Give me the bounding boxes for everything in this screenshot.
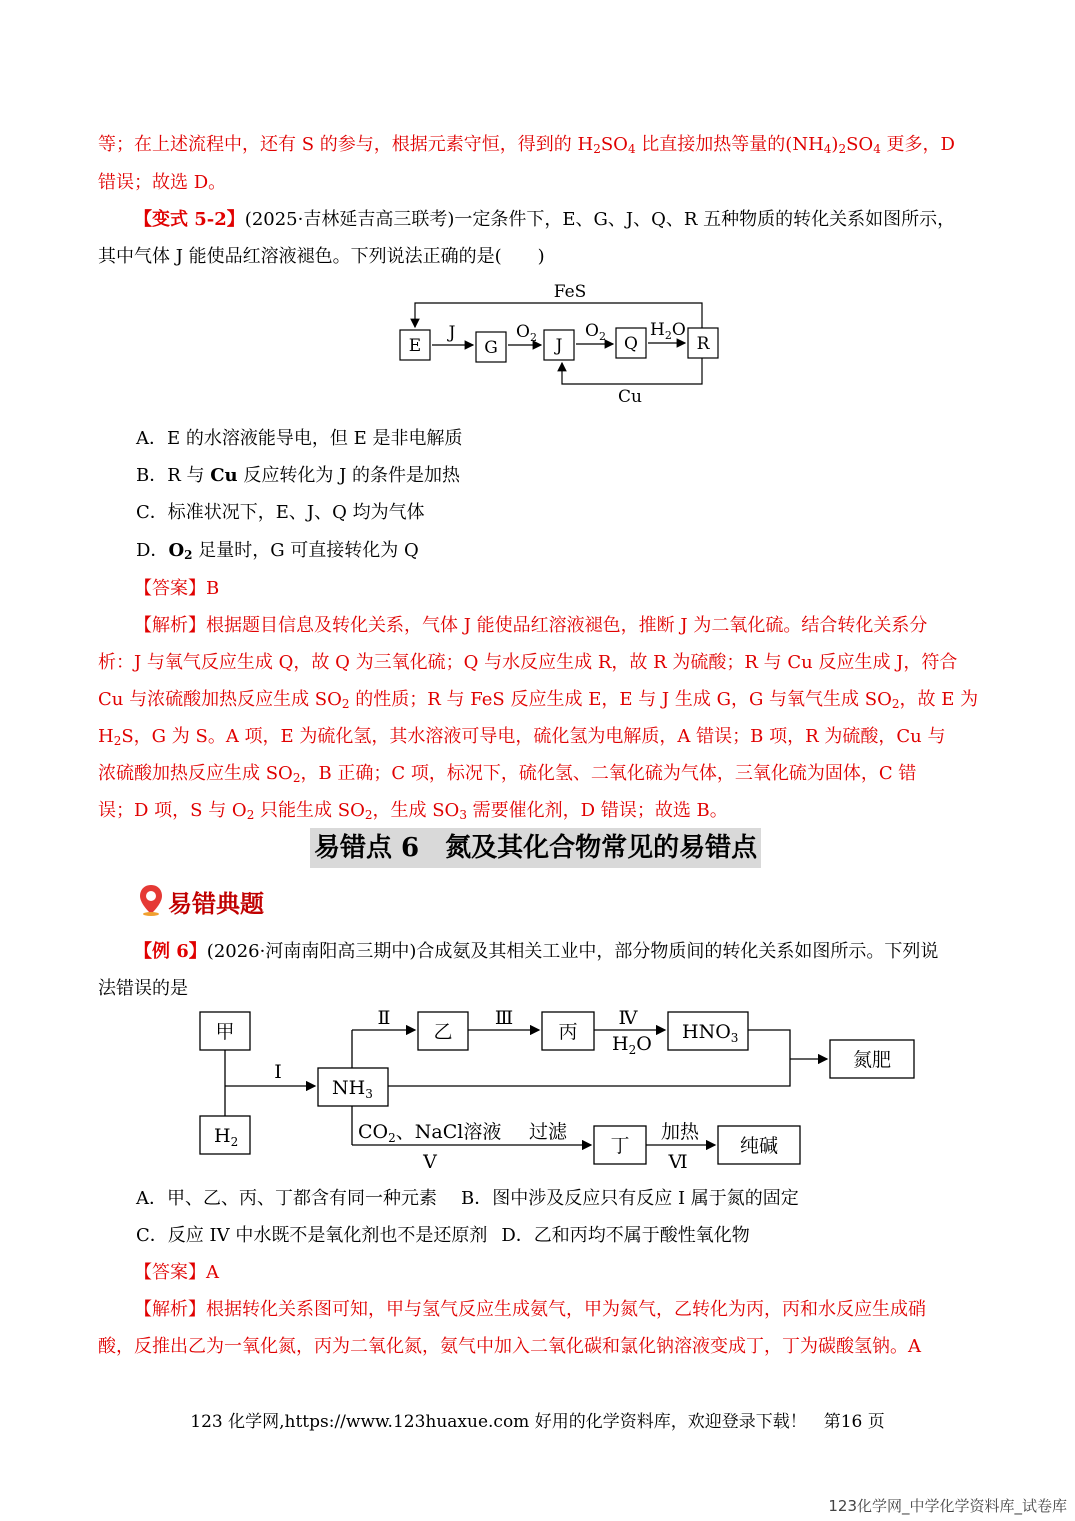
option-b: B．图中涉及反应只有反应 I 属于氮的固定 — [461, 1188, 799, 1209]
location-pin-icon — [138, 884, 164, 916]
analysis-line: 浓硫酸加热反应生成 $SO_2$，B 正确；C 项，标况下，硫化氢、二氧化硫为气体，三氧化硫为固体，C 错 — [98, 763, 917, 785]
text-line: 等；在上述流程中，还有 S 的参与，根据元素守恒，得到的 $H_2SO_4$ 比直接加热等量的$(NH_4)_2SO_4$ 更多，D — [98, 134, 955, 156]
svg-text:H2: $H_2$ — [214, 1125, 239, 1149]
option-c: C．反应 IV 中水既不是氧化剂也不是还原剂 — [136, 1225, 488, 1246]
question-line: 法错误的是 — [98, 978, 188, 999]
analysis-line: 析：J 与氧气反应生成 Q，故 Q 为三氧化硫；Q 与水反应生成 R，故 R 为硫酸；R 与 Cu 反应生成 J，符合 — [98, 652, 958, 673]
svg-text:乙: 乙 — [433, 1021, 453, 1043]
svg-text:氮肥: 氮肥 — [852, 1049, 892, 1071]
question-line: 【变式 5-2】(2025·吉林延吉高三联考)一定条件下，E、G、J、Q、R 五种物质的转化关系如图所示， — [134, 209, 956, 230]
diagram-sulfur-conversion — [380, 278, 740, 408]
svg-text:I: I — [274, 1061, 282, 1083]
arrow-label-h2o: $H_2O$ — [650, 320, 686, 342]
question-line: 【例 6】(2026·河南南阳高三期中)合成氨及其相关工业中，部分物质间的转化关系如图所示。下列说 — [134, 941, 939, 962]
arrow-label-cu: Cu — [618, 387, 642, 407]
arrow-label-o2-b: $O_2$ — [585, 321, 606, 343]
svg-text:Ⅳ: Ⅳ — [618, 1007, 638, 1029]
arrow-label-j: J — [448, 323, 456, 343]
analysis-line: 酸，反推出乙为一氧化氮，丙为二氧化氮，氨气中加入二氧化碳和氯化钠溶液变成丁，丁为碳酸氢钠。A — [98, 1336, 921, 1357]
arrow-r-j-cu — [562, 358, 702, 384]
question-tag: 【例 6】 — [134, 941, 207, 962]
answer: 【答案】A — [134, 1262, 219, 1283]
option-c: C．标准状况下，E、J、Q 均为气体 — [136, 502, 425, 523]
subsection-title: 易错典题 — [168, 890, 264, 918]
option-row — [136, 1184, 799, 1210]
option-b: B．R 与 Cu 反应转化为 J 的条件是加热 — [136, 465, 461, 486]
svg-text:Ⅲ: Ⅲ — [494, 1007, 514, 1029]
label-r: R — [696, 334, 710, 354]
label-q: Q — [624, 334, 638, 354]
question-line: 其中气体 J 能使品红溶液褪色。下列说法正确的是( ) — [98, 246, 545, 267]
analysis-line: 【解析】根据题目信息及转化关系，气体 J 能使品红溶液褪色，推断 J 为二氧化硫。结合转化关系分 — [134, 615, 928, 636]
svg-text:H2O: $H_2O$ — [612, 1033, 652, 1057]
label-j: J — [555, 336, 563, 356]
analysis-line: $H_2S$，G 为 S。A 项，E 为硫化氢，其水溶液可导电，硫化氢为电解质，A 错误；B 项，R 为硫酸，Cu 与 — [98, 726, 946, 748]
svg-text:丙: 丙 — [558, 1021, 578, 1043]
option-row — [136, 1221, 750, 1247]
arrow-label-fes: FeS — [553, 282, 587, 302]
svg-text:CO2、NaCl溶液: $CO_2$、NaCl溶液 — [358, 1121, 502, 1145]
svg-text:Ⅵ: Ⅵ — [668, 1151, 688, 1173]
analysis-line: Cu 与浓硫酸加热反应生成 $SO_2$ 的性质；R 与 FeS 反应生成 E，E 与 J 生成 G，G 与氧气生成 $SO_2$，故 E 为 — [98, 689, 979, 711]
analysis-line: 误；D 项，S 与 $O_2$ 只能生成 $SO_2$，生成 $SO_3$ 需要催化剂，D 错误；故选 B。 — [98, 800, 728, 822]
option-a: A．甲、乙、丙、丁都含有同一种元素 — [136, 1188, 437, 1209]
svg-text:纯碱: 纯碱 — [739, 1135, 779, 1157]
answer: 【答案】B — [134, 578, 220, 599]
option-a: A．E 的水溶液能导电，但 E 是非电解质 — [136, 428, 463, 449]
option-d: D．$O_2$ 足量时，G 可直接转化为 Q — [136, 540, 419, 562]
svg-text:过滤: 过滤 — [528, 1121, 568, 1143]
label-g: G — [484, 338, 498, 358]
label-e: E — [408, 336, 422, 356]
watermark: 123化学网_中学化学资料库_试卷库 — [828, 1497, 1067, 1515]
section-heading: 易错点 6 氮及其化合物常见的易错点 — [310, 828, 761, 868]
option-d: D．乙和丙均不属于酸性氧化物 — [501, 1225, 750, 1246]
diagram-nitrogen-conversion — [190, 1004, 930, 1176]
page-footer: 123 化学网,https://www.123huaxue.com 好用的化学资料库，欢迎登录下载！ 第16 页 — [190, 1412, 885, 1432]
svg-text:NH3: $NH_3$ — [332, 1077, 373, 1101]
question-tag: 【变式 5-2】 — [134, 209, 245, 230]
svg-text:丁: 丁 — [610, 1135, 630, 1157]
svg-text:V: V — [423, 1151, 437, 1173]
svg-text:HNO3: $HNO_3$ — [682, 1021, 739, 1045]
arrow-label-o2-a: $O_2$ — [516, 322, 537, 344]
text-line: 错误；故选 D。 — [98, 172, 227, 193]
analysis-line: 【解析】根据转化关系图可知，甲与氢气反应生成氨气，甲为氮气，乙转化为丙，丙和水反应生成硝 — [134, 1299, 926, 1320]
svg-text:甲: 甲 — [215, 1021, 235, 1043]
svg-text:加热: 加热 — [660, 1121, 700, 1143]
svg-text:Ⅱ: Ⅱ — [377, 1007, 391, 1029]
